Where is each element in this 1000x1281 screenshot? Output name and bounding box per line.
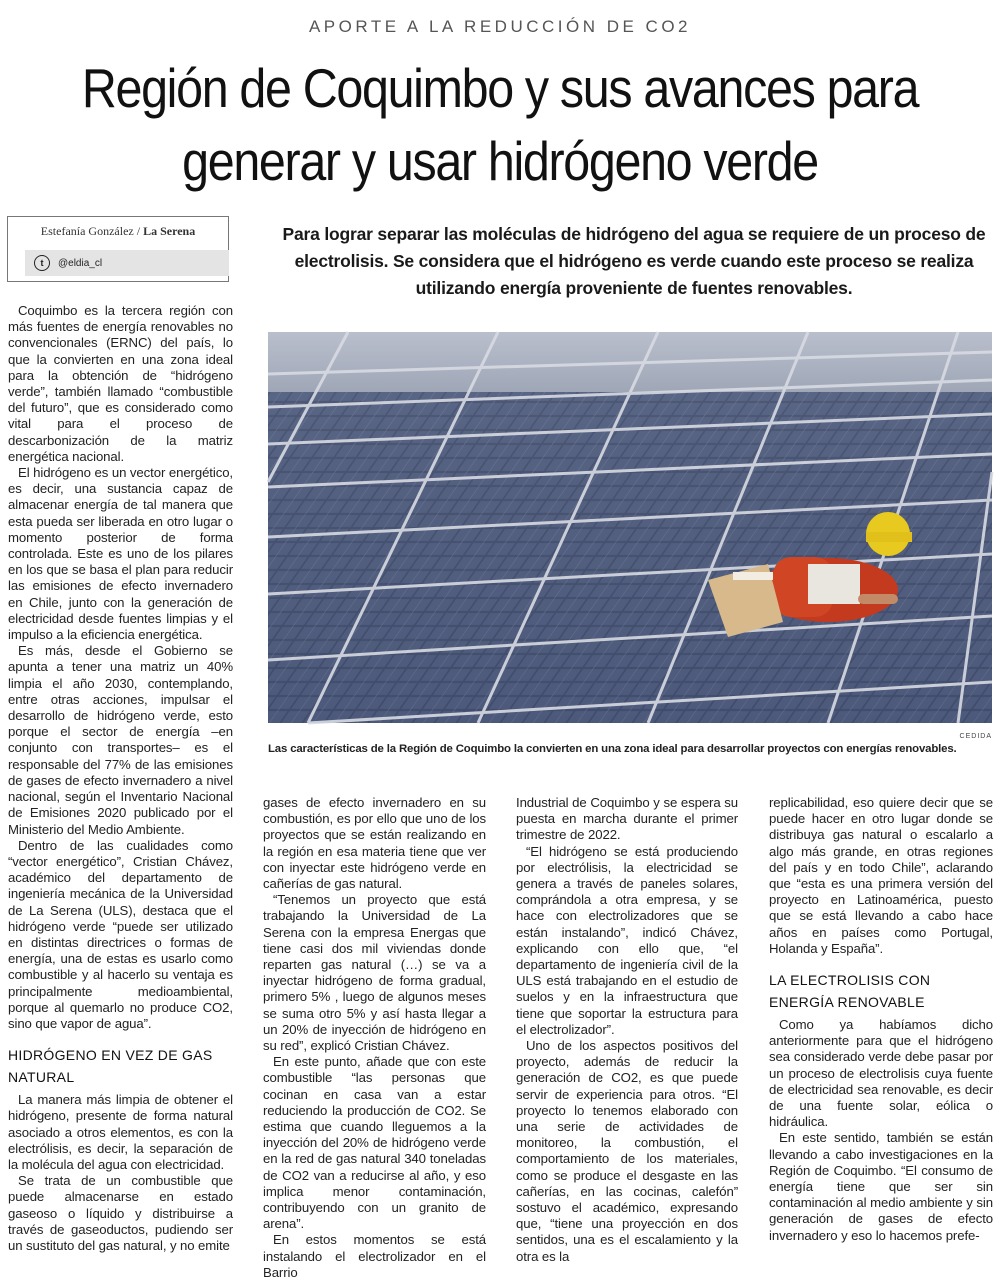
article-column-2 — [263, 795, 486, 1281]
byline-separator: / — [136, 224, 144, 238]
article-column-4 — [769, 795, 993, 1244]
lead-paragraph: Para lograr separar las moléculas de hidrógeno del agua se requiere de un proceso de electrolisis. Se considera que el hidrógeno es verde cuando este proceso se realiza utilizando energía proveniente de fuentes renovables. — [282, 224, 986, 298]
body-paragraph: Se trata de un combustible que puede almacenarse en estado gaseoso o líquido y distribuirse a través de gaseoductos, pudiendo ser un sustituto del gas natural, y no emite — [8, 1173, 233, 1253]
body-paragraph: Coquimbo es la tercera región con más fuentes de energía renovables no convencionales (ERNC) del país, lo que la convierten en una zona ideal para la obtención de “hidrógeno verde”, también llamado “combustible del futuro”, que es considerado como vital para el proceso de descarbonización de la matriz energética nacional. — [8, 303, 233, 464]
author-location: La Serena — [143, 224, 196, 238]
body-paragraph: En este punto, añade que con este combustible “las personas que cocinan en casa van a estar reduciendo la producción de CO2. Se estima que cuando lleguemos a la inyección del 20% de hidrógeno verde en la red de gas natural 340 toneladas de CO2 van a reducirse al año, y eso implica menor contaminación, contribuyendo con un granito de arena”. — [263, 1054, 486, 1232]
headline: Región de Coquimbo y sus avances para generar y usar hidrógeno verde — [81, 57, 919, 192]
kicker: APORTE A LA REDUCCIÓN DE CO2 — [308, 17, 692, 36]
twitter-handle[interactable]: @eldia_cl — [58, 257, 103, 269]
body-paragraph: Industrial de Coquimbo y se espera su puesta en marcha durante el primer trimestre de 2022. — [516, 795, 738, 843]
body-paragraph: “Tenemos un proyecto que está trabajando la Universidad de La Serena con la empresa Energas que tiene casi dos mil viviendas donde reparten gas natural (…) se va a inyectar hidrógeno de forma gradual, primero 5% , luego de algunos meses se suma otro 5% y así hasta llegar a un 20% de inyección de hidrógeno en su red”, explicó Cristian Chávez. — [263, 892, 486, 1054]
body-paragraph: Es más, desde el Gobierno se apunta a tener una matriz un 40% limpia el año 2030, contemplando, entre otras acciones, impulsar el desarrollo de hidrógeno verde, esto porque el sector de energía –en conjunto con transportes– es el responsable del 77% de las emisiones de gases de efecto invernadero a nivel nacional, según el Inventario Nacional de Emisiones 2020 publicado por el Ministerio del Medio Ambiente. — [8, 643, 233, 837]
body-paragraph: En estos momentos se está instalando el electrolizador en el Barrio — [263, 1232, 486, 1280]
byline — [8, 224, 228, 239]
article-column-1 — [8, 303, 233, 1254]
photo-credit: CEDIDA — [959, 733, 992, 740]
subheading: LA ELECTROLISIS CON ENERGÍA RENOVABLE — [769, 972, 931, 1011]
body-paragraph: En este sentido, también se están llevando a cabo investigaciones en la Región de Coquimbo. “El consumo de energía tiene que ser sin contaminación al medio ambiente y sin generación de gases de efecto invernadero y eso lo hacemos prefe- — [769, 1130, 993, 1243]
photo-caption: Las características de la Región de Coquimbo la convierten en una zona ideal para desarrollar proyectos con energías renovables. — [268, 743, 957, 755]
twitter-icon: t — [34, 255, 50, 271]
subheading: HIDRÓGENO EN VEZ DE GAS NATURAL — [8, 1047, 213, 1086]
body-paragraph: replicabilidad, eso quiere decir que se puede hacer en otro lugar donde se distribuya gas natural o escalarlo a algo más grande, en otras regiones del país y en todo Chile”, aclarando que “esta es una primera versión del proyecto en Latinoamérica, puesto que se está llevando a cabo hace años en países como Portugal, Holanda y España”. — [769, 795, 993, 956]
article-column-3 — [516, 795, 738, 1265]
twitter-bar — [25, 250, 229, 276]
author-name: Estefanía González — [40, 224, 134, 238]
byline-box — [7, 216, 229, 282]
body-paragraph: Como ya habíamos dicho anteriormente para que el hidrógeno sea considerado verde debe pasar por un proceso de electrolisis cuya fuente de electricidad sea renovable, es decir de una fuente solar, eólica o hidráulica. — [769, 1017, 993, 1130]
solar-panels-photo — [268, 332, 992, 723]
body-paragraph: El hidrógeno es un vector energético, es decir, una sustancia capaz de almacenar energía de tal manera que esta pueda ser liberada en otro lugar o momento posterior de forma controlada. Este es uno de los pilares en los que se basa el plan para reducir las emisiones de efecto invernadero en Chile, junto con la generación de electricidad desde fuentes limpias y el impulso a la eficiencia energética. — [8, 465, 233, 643]
body-paragraph: Uno de los aspectos positivos del proyecto, además de reducir la generación de CO2, es que puede servir de experiencia para otros. “El proyecto lo tenemos elaborado con una serie de actividades de monitoreo, la combustión, el comportamiento de los materiales, como se produce el desgaste en las cañerías, en las cocinas, calefón” sostuvo el académico, expresando que, “tiene una proyección en dos sentidos, una es el escalamiento y la otra es la — [516, 1038, 738, 1264]
body-paragraph: Dentro de las cualidades como “vector energético”, Cristian Chávez, académico del departamento de ingeniería mecánica de la Universidad de La Serena (ULS), destaca que el hidrógeno verde “puede ser utilizado en distintas directrices o formas de energía, una de estas es usarlo como combustible y al hacerlo su ventaja es principalmente medioambiental, porque al quemarlo no produce CO2, sino que vapor de agua”. — [8, 837, 233, 1031]
body-paragraph: “El hidrógeno se está produciendo por electrólisis, la electricidad se genera a través de paneles solares, comprándola a otra empresa, y se hace con electrolizadores que se están instalando”, indicó Chávez, explicando con ello que, “el departamento de ingeniería civil de la ULS está trabajando en el estudio de suelos y en la infraestructura que tiene que soportar la estructura para el electrolizador”. — [516, 843, 738, 1037]
body-paragraph: gases de efecto invernadero en su combustión, es por ello que uno de los proyectos que se están realizando en la región en esa materia tiene que ver con inyectar este hidrógeno verde en cañerías de gas natural. — [263, 795, 486, 892]
body-paragraph: La manera más limpia de obtener el hidrógeno, presente de forma natural asociado a otros elementos, es con la electrólisis, es decir, la separación de la molécula del agua con electricidad. — [8, 1092, 233, 1172]
